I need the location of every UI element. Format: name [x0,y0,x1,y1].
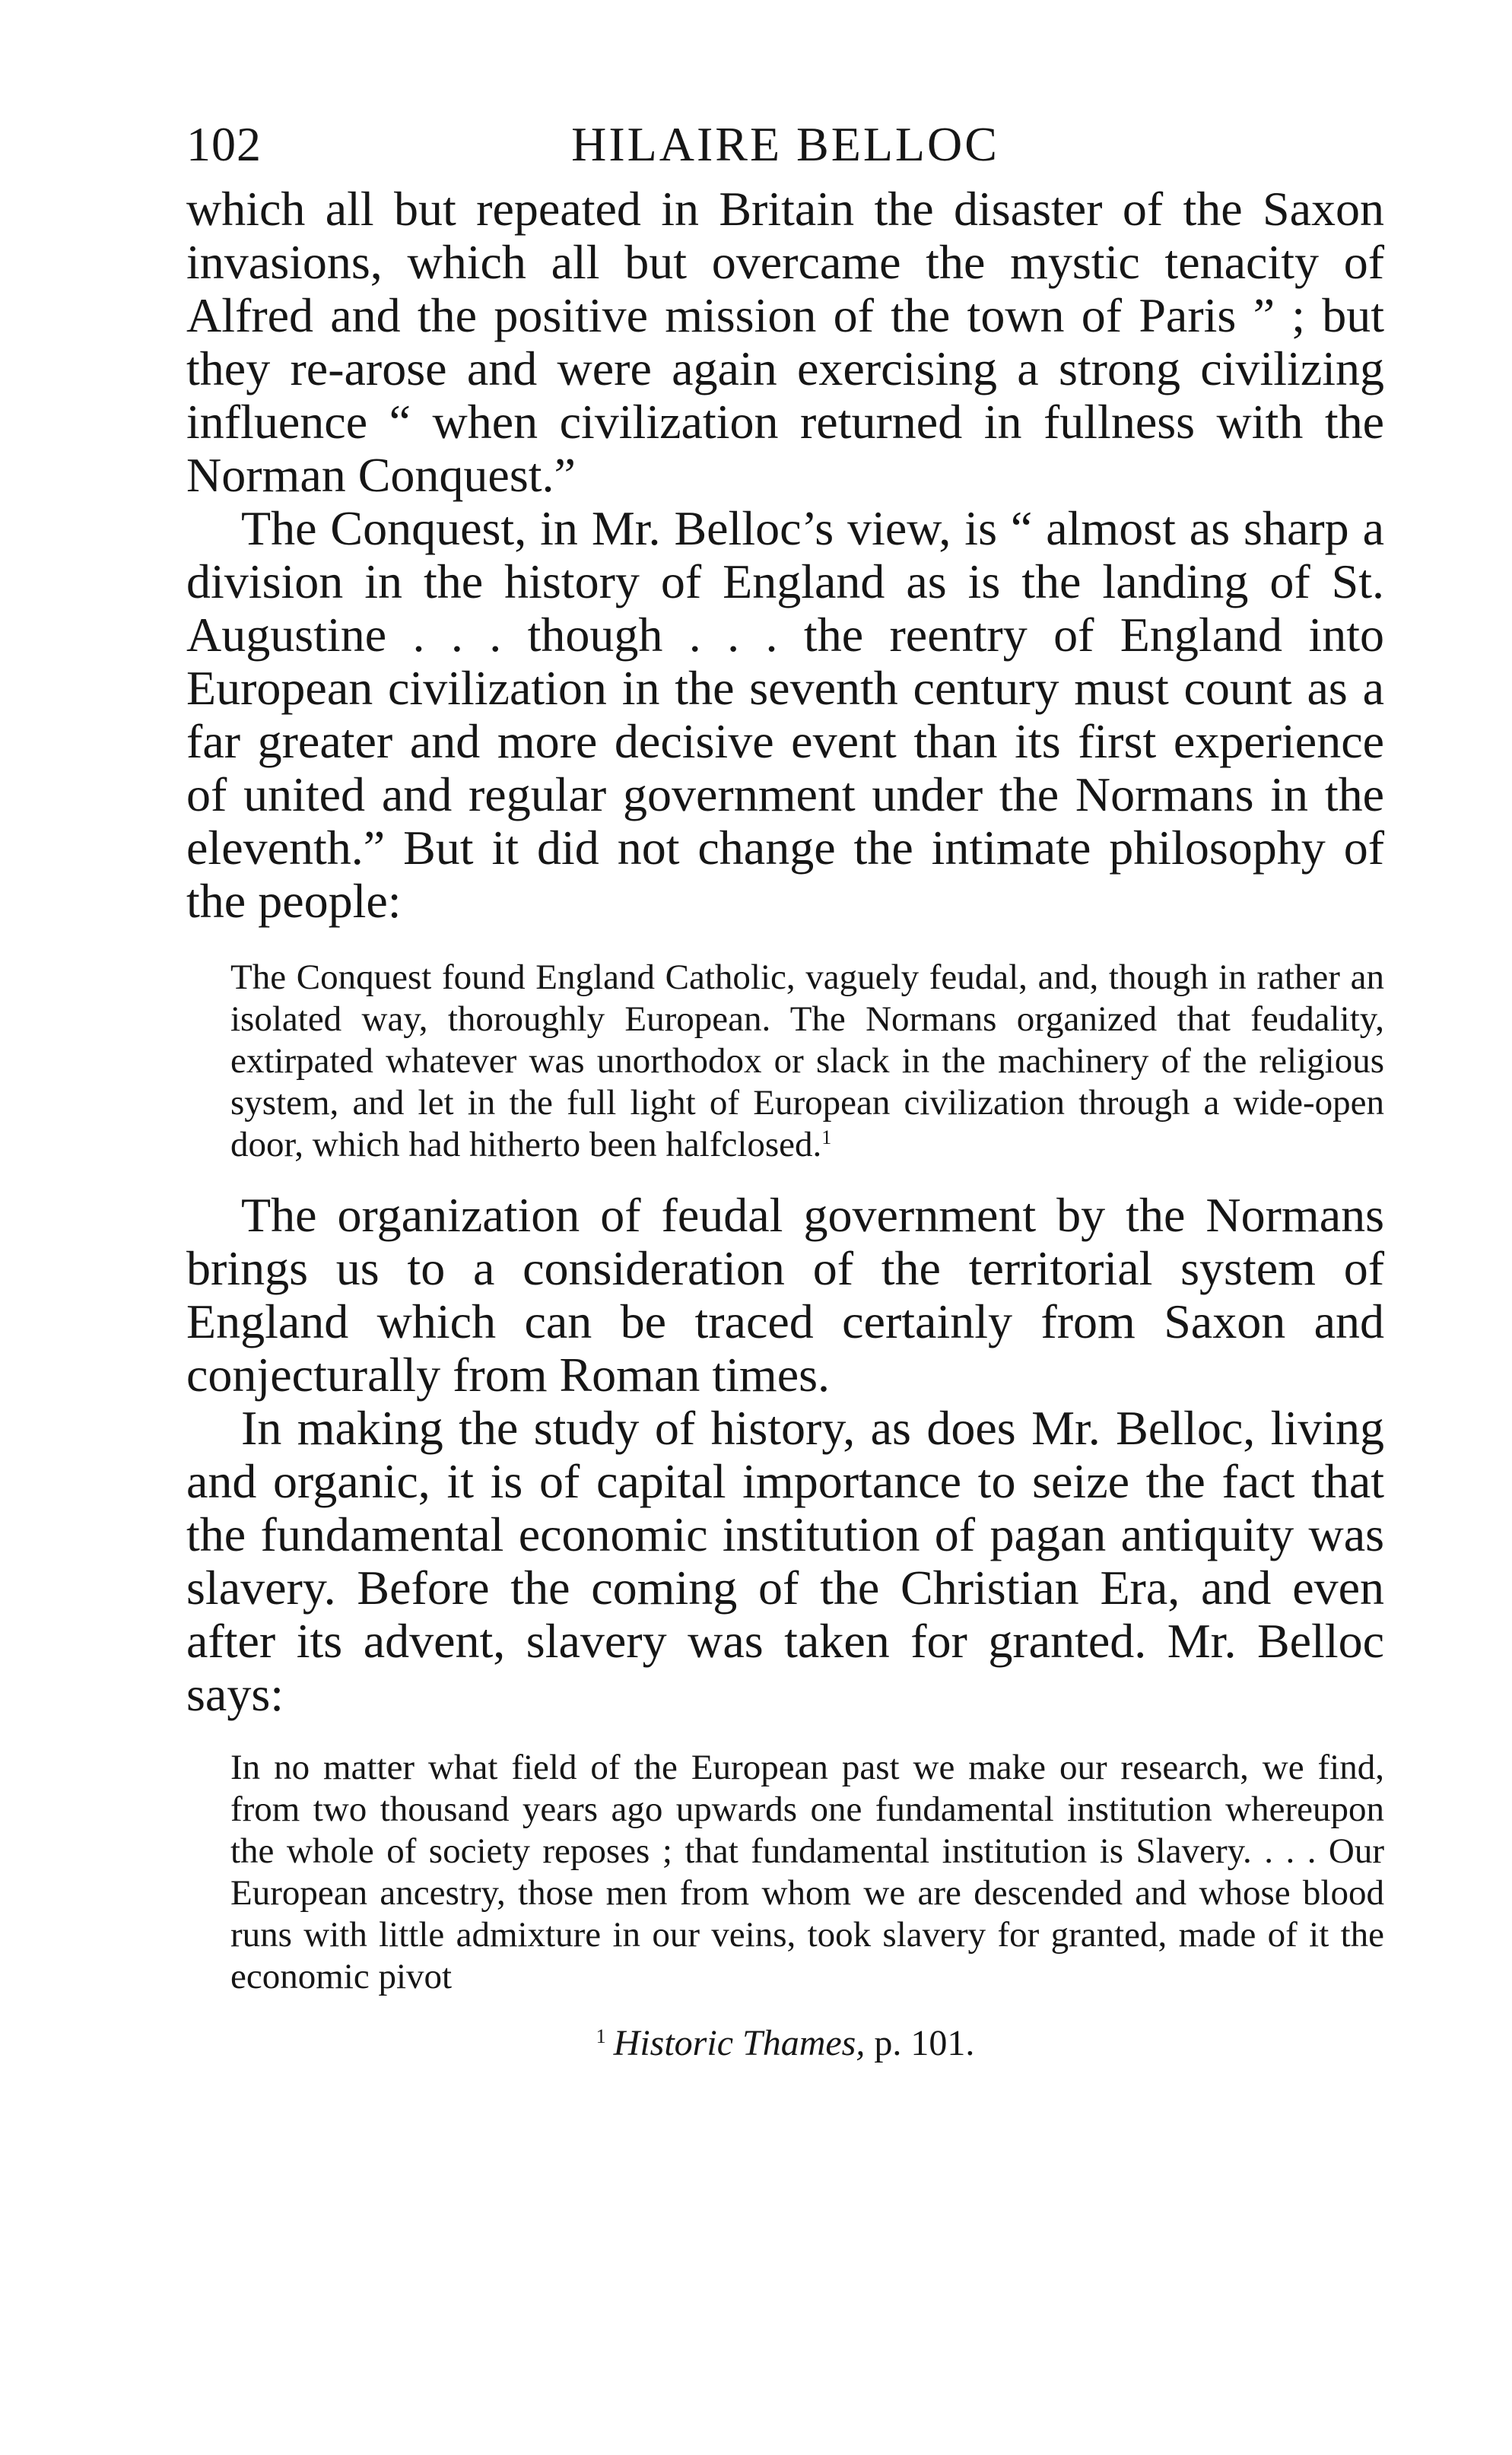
block-quote-conquest-text: The Conquest found England Catholic, vaguely feudal, and, though in rather an isolated way, thoroughly European. The Normans organized that feudality, extirpated whatever was unorthodox or slack in the machinery of the religious system, and let in the full light of European civilization through a wide-open door, which had hitherto been halfclosed. [230,958,1384,1164]
book-page [186,106,1384,2066]
footnote [186,2021,1384,2066]
footnote-reference: 1 [821,1126,832,1148]
running-head: HILAIRE BELLOC [571,117,999,171]
block-quote-conquest [186,957,1384,1166]
block-quote-slavery: In no matter what field of the European past we make our research, we find, from two thousand years ago upwards one fundamental institution whereupon the whole of society reposes ; that fundamental institution is Slavery. . . . Our European ancestry, those men from whom we are descended and whose blood runs with little admixture in our veins, took slavery for granted, made of it the economic pivot [230,1748,1384,1996]
page-header [186,106,1384,183]
footnote-page-ref: p. 101. [874,2023,975,2063]
paragraph-2: The Conquest, in Mr. Belloc’s view, is “ almost as sharp a division in the history of England as is the landing of St. Augustine . . . though . . . the reentry of England into European civilization in the seventh century must count as a far greater and more decisive event than its first experience of united and regular government under the Normans in the eleventh.” But it did not change the intimate philosophy of the people: [186,501,1384,928]
paragraph-3: The organization of feudal government by the Normans brings us to a consideration of the territorial system of England which can be traced certainly from Saxon and conjecturally from Roman times. [186,1188,1384,1402]
paragraph-4: In making the study of history, as does Mr. Belloc, living and organic, it is of capital importance to seize the fact that the fundamental economic institution of pagan antiquity was slavery. Before the coming of the Christian Era, and even after its advent, slavery was taken for granted. Mr. Belloc says: [186,1401,1384,1721]
footnote-title: Historic Thames, [613,2023,866,2063]
paragraph-1: which all but repeated in Britain the disaster of the Saxon invasions, which all but overcame the mystic tenacity of Alfred and the positive mission of the town of Paris ” ; but they re-arose and were again exercising a strong civilizing influence “ when civilization returned in fullness with the Norman Conquest.” [186,182,1384,502]
page-number: 102 [186,117,262,171]
footnote-marker: 1 [596,2025,606,2047]
